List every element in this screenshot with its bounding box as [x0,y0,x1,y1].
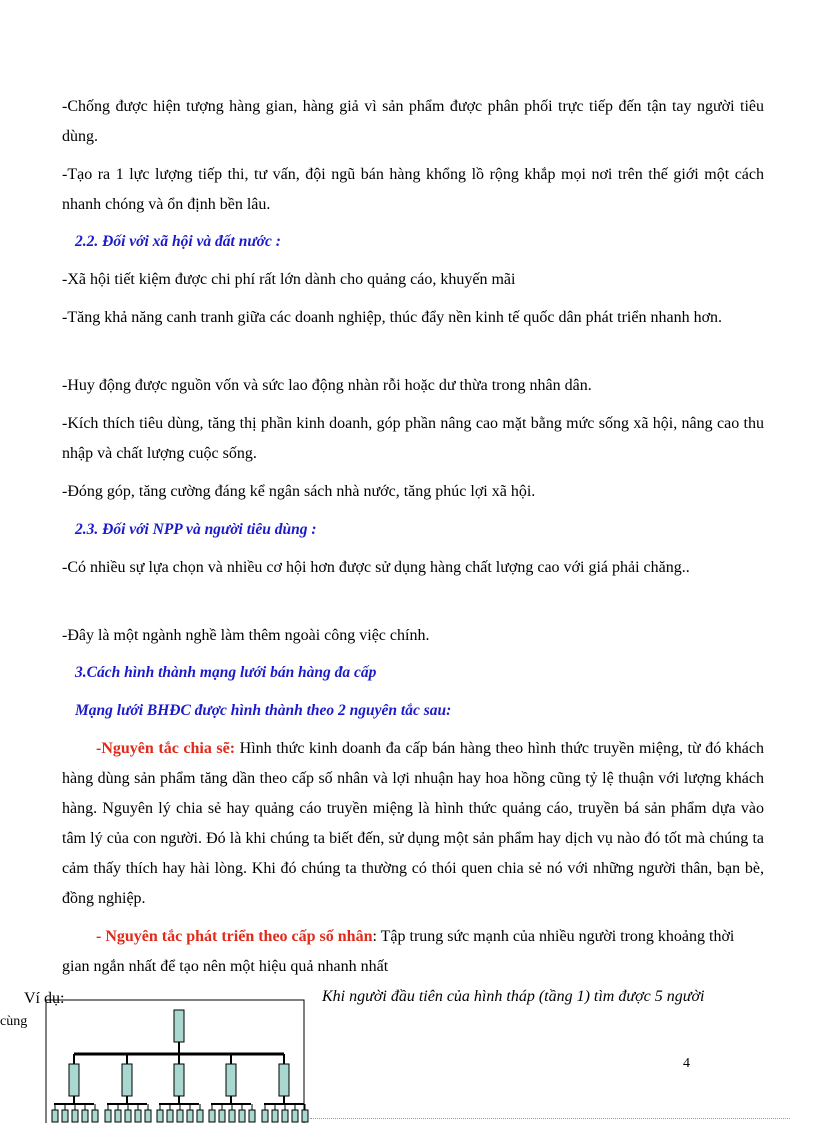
heading-3-subtitle: Mạng lưới BHĐC được hình thành theo 2 nguyên tắc sau: [75,702,452,719]
level-3-node [209,1110,215,1122]
paragraph-sharing-principle [62,734,764,914]
level-3-node [187,1110,193,1122]
example-label: Ví dụ: [24,990,65,1007]
level-3-node [302,1110,308,1122]
level-3-node [249,1110,255,1122]
level-2-node [122,1064,132,1096]
paragraph-competition: -Tăng khả năng canh tranh giữa các doanh nghiệp, thúc đẩy nền kinh tế quốc dân phát triển nhanh hơn. [62,309,723,326]
level-3-node [92,1110,98,1122]
level-3-node [239,1110,245,1122]
level-3-node [292,1110,298,1122]
level-3-node [82,1110,88,1122]
multiplication-principle-text: : Tập trung sức mạnh của nhiều người trong khoảng thời gian ngắn nhất để tạo nên một hiệu quả nhanh nhất [62,928,735,975]
heading-3: 3.Cách hình thành mạng lưới bán hàng đa cấp [75,664,377,681]
heading-2-3: 2.3. Đối với NPP và người tiêu dùng : [75,521,317,538]
level-2-node [226,1064,236,1096]
sharing-principle-text: Hình thức kinh doanh đa cấp bán hàng theo hình thức truyền miệng, từ đó khách hàng dùng sản phẩm tăng dần theo cấp số nhân và lợi nhuận hay hoa hồng cũng tỷ lệ thuận với lượng khách hàng. Nguyên lý chia sẻ hay quảng cáo truyền miệng là hình thức quảng cáo, truyền bá sản phẩm dựa vào tâm lý của con người. Đó là khi chúng ta biết đến, sử dụng một sản phẩm hay dịch vụ nào đó tốt mà chúng ta cảm thấy thích hay hài lòng. Khi đó chúng ta thường có thói quen chia sẻ nó với những người thân, bạn bè, đồng nghiệp. [62,740,765,907]
level-3-nodes [52,1096,308,1122]
level-1-node [174,1010,184,1042]
level-2-nodes [69,1054,289,1096]
pyramid-diagram [40,998,310,1123]
level-3-node [219,1110,225,1122]
level-3-node [105,1110,111,1122]
level-2-node [279,1064,289,1096]
paragraph-consumption: -Kích thích tiêu dùng, tăng thị phần kinh doanh, góp phần nâng cao mặt bằng mức sống xã hội, nâng cao thu nhập và chất lượng cuộc sống. [62,415,764,462]
level-3-node [272,1110,278,1122]
level-3-node [52,1110,58,1122]
level-3-node [72,1110,78,1122]
paragraph-sales-force: -Tạo ra 1 lực lượng tiếp thi, tư vấn, đội ngũ bán hàng khổng lồ rộng khắp mọi nơi trên thế giới một cách nhanh chóng và ổn định bền lâu. [62,166,764,213]
paragraph-multiplication-principle [62,922,764,982]
level-3-node [167,1110,173,1122]
level-3-node [177,1110,183,1122]
example-continuation: cùng [0,1014,28,1028]
paragraph-capital: -Huy động được nguồn vốn và sức lao động nhàn rỗi hoặc dư thừa trong nhân dân. [62,377,592,394]
paragraph-counterfeit: -Chống được hiện tượng hàng gian, hàng giả vì sản phẩm được phân phối trực tiếp đến tận tay người tiêu dùng. [62,98,764,145]
level-3-node [62,1110,68,1122]
sharing-principle-label: -Nguyên tắc chia sẽ: [96,740,236,757]
heading-2-2: 2.2. Đối với xã hội và đất nước : [75,233,281,250]
paragraph-side-job: -Đây là một ngành nghề làm thêm ngoài công việc chính. [62,627,430,644]
level-3-node [135,1110,141,1122]
level-3-node [262,1110,268,1122]
paragraph-savings: -Xã hội tiết kiệm được chi phí rất lớn dành cho quảng cáo, khuyến mãi [62,271,516,288]
paragraph-budget: -Đóng góp, tăng cường đáng kể ngân sách nhà nước, tăng phúc lợi xã hội. [62,483,536,500]
level-2-node [69,1064,79,1096]
level-3-node [145,1110,151,1122]
level-3-node [125,1110,131,1122]
level-2-node [174,1064,184,1096]
example-text: Khi người đầu tiên của hình tháp (tầng 1) tìm được 5 người [322,988,705,1005]
paragraph-choices: -Có nhiều sự lựa chọn và nhiều cơ hội hơn được sử dụng hàng chất lượng cao với giá phải chăng.. [62,559,690,576]
level-3-node [157,1110,163,1122]
multiplication-principle-label: - Nguyên tắc phát triển theo cấp số nhân [96,928,373,945]
page-number: 4 [683,1056,690,1071]
level-3-node [282,1110,288,1122]
level-3-node [229,1110,235,1122]
footer-rule [310,1118,790,1119]
level-3-node [197,1110,203,1122]
level-3-node [115,1110,121,1122]
